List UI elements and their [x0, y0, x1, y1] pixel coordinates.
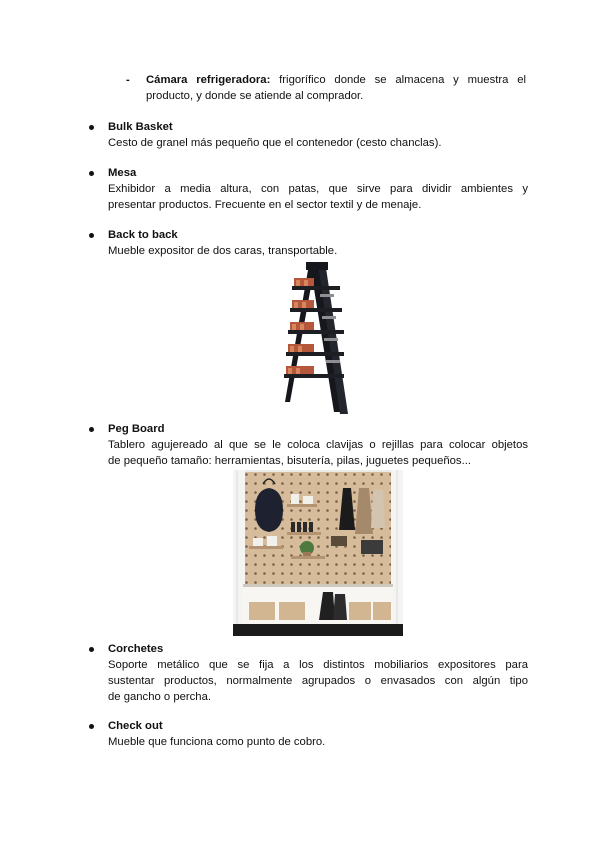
desc-line: Tablero agujereado al que se le coloca clavijas o rejillas para colocar objetos	[108, 439, 528, 451]
peg-board-image	[233, 470, 403, 636]
bullet-dot	[89, 647, 94, 652]
term-peg-board: Peg Board	[108, 423, 165, 435]
desc-line: presentar productos. Frecuente en el sector textil y de menaje.	[108, 199, 422, 211]
sub-item-dash: -	[126, 74, 130, 86]
desc-line: de gancho o percha.	[108, 691, 212, 703]
term-bulk-basket: Bulk Basket	[108, 121, 173, 133]
desc-line: Mueble que funciona como punto de cobro.	[108, 736, 326, 748]
sub-item-line-1	[146, 72, 526, 88]
desc-peg-board	[108, 437, 528, 469]
desc-line: de pequeño tamaño: herramientas, bisutería, pilas, juguetes pequeños...	[108, 455, 471, 467]
desc-bulk-basket	[108, 135, 528, 151]
sub-item-line-2: producto, y donde se atiende al comprador.	[146, 90, 364, 102]
desc-mesa	[108, 181, 528, 213]
sub-item-term: Cámara refrigeradora:	[146, 74, 271, 86]
desc-check-out	[108, 734, 528, 750]
bullet-dot	[89, 233, 94, 238]
desc-line: Exhibidor a media altura, con patas, que sirve para dividir ambientes y	[108, 183, 528, 195]
bullet-dot	[89, 724, 94, 729]
term-check-out: Check out	[108, 720, 163, 732]
desc-back-to-back	[108, 243, 528, 259]
bullet-dot	[89, 125, 94, 130]
bullet-dot	[89, 427, 94, 432]
term-corchetes: Corchetes	[108, 643, 164, 655]
desc-line: Soporte metálico que se fija a los distintos mobiliarios expositores para	[108, 659, 528, 671]
bullet-dot	[89, 171, 94, 176]
desc-line: Mueble expositor de dos caras, transportable.	[108, 245, 338, 257]
desc-corchetes	[108, 657, 528, 705]
desc-line: Cesto de granel más pequeño que el contenedor (cesto chanclas).	[108, 137, 442, 149]
term-back-to-back: Back to back	[108, 229, 178, 241]
back-to-back-shelf-image	[280, 262, 350, 416]
desc-line: sustentar productos, normalmente agrupados o envasados con algún tipo	[108, 675, 528, 687]
term-mesa: Mesa	[108, 167, 137, 179]
sub-item-text: frigorífico donde se almacena y muestra el	[279, 74, 527, 86]
